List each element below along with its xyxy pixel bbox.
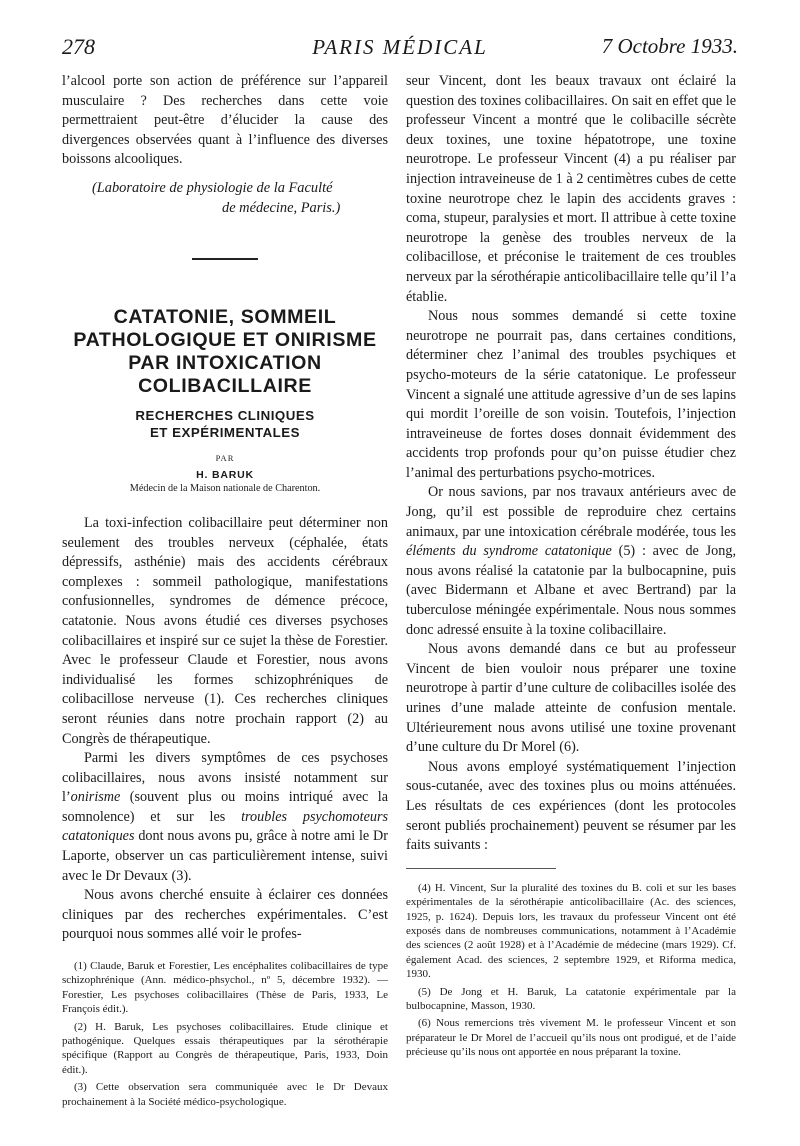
page-number: 278 — [62, 34, 95, 59]
left-column — [62, 72, 388, 1112]
body-paragraph-3: Nous avons cherché ensuite à éclairer ces données cliniques par des recherches expérimentales. C’est pourquoi nous sommes allé voir le profes- — [62, 887, 388, 943]
body-paragraph-4: seur Vincent, dont les beaux travaux ont éclairé la question des toxines colibacillaires. On sait en effet que le professeur Vincent a montré que le colibacille sécrète deux toxines, une toxine hépatotrope, une toxine neurotrope. Le professeur Vincent (4) a pu réaliser par injection intraveineuse de 1 à 2 centimètres cubes de cette toxine neurotrope chez le lapin des accidents graves : coma, stupeur, paralysies et mort. Il attribue à cette toxine neurotrope la genèse des troubles nerveux de la colibacillose, et préconise le traitement de ces troubles nerveux par la sérothérapie anticolibacillaire telle qu’il l’a établie. — [406, 73, 736, 305]
article-title-block — [62, 306, 388, 494]
italic-run: éléments du syndrome catatonique — [406, 543, 612, 560]
subtitle-line-2: ET EXPÉRIMENTALES — [149, 424, 301, 440]
body-paragraph-8: Nous avons employé systématiquement l’injection sous-cutanée, avec des toxines plus ou moins atténuées. Les résultats de ces expériences (dont les protocoles seront publiés prochainement) peuvent se résumer par les faits suivants : — [406, 758, 736, 854]
italic-run: troubles psychomoteurs catatoniques — [62, 808, 388, 845]
footnote-1: (1) Claude, Baruk et Forestier, Les encéphalites colibacillaires de type schizophrénique (Ann. médico-phsychol., nº 5, décembre 1932). — Forestier, Les psychoses colibacillaires (Thèse de Paris, 1933, Le François édit.). — [62, 960, 388, 1016]
footnote-3: (3) Cette observation sera communiquée avec le Dr Devaux prochainement à la Société médico-psychologique. — [62, 1081, 388, 1108]
body-paragraph-7: Nous avons demandé dans ce but au professeur Vincent de bien vouloir nous préparer une toxine neurotrope à partir d’une culture de colibacilles isolée des urines d’une malade atteinte de confusion mentale. Ultérieurement nous avons utilisé une toxine provenant d’une culture du Dr Morel (6). — [406, 641, 736, 756]
body-paragraph-2 — [62, 749, 388, 886]
text-run: (souvent plus ou moins intriqué avec la somnolence) et sur les — [62, 789, 388, 825]
footnote-5: (5) De Jong et H. Baruk, La catatonie expérimentale par la bulbocapnine, Masson, 1930. — [406, 985, 736, 1012]
text-run: (5) : avec de Jong, nous avons réalisé la catatonie par la bulbocapnine, puis (avec Bidermann et Albane et avec Bertrand) par la tuberculose méningée expérimentale. Nous nous sommes donc adressé ensuite à la toxine colibacillaire. — [406, 543, 736, 638]
byline-par: PAR — [215, 452, 235, 463]
title-line-2: PATHOLOGIQUE ET ONIRISME — [73, 328, 377, 351]
body-paragraph-1: La toxi-infection colibacillaire peut déterminer non seulement des troubles nerveux (céphalée, états dépressifs, asthénie) mais des accidents cérébraux complexes : sommeil pathologique, manifestations confusionnelles, syndromes de démence précoce, catatonie. Nous avons étudié ces diverses psychoses colibacillaires et inspiré sur ce sujet la thèse de Forestier. Avec le professeur Claude et Forestier, nous avons individualisé les formes schizophréniques de colibacillose nerveuse (1). Ces recherches cliniques seront réunies dans notre prochain rapport (2) au Congrès de thérapeutique. — [62, 514, 388, 747]
author-name: H. BARUK — [196, 468, 254, 481]
text-run: dont nous avons pu, grâce à notre ami le Dr Laporte, observer un cas particulièrement intense, suivi avec le Dr Devaux (3). — [62, 828, 388, 884]
body-paragraph-5: Nous nous sommes demandé si cette toxine neurotrope ne pourrait pas, dans certaines conditions, déterminer chez l’animal des troubles psychiques et psycho-moteurs de la série catatonique. Le professeur Vincent a signalé une attitude agressive d’un de ses lapins qui mordit l’oreille de son voisin. Toutefois, l’injection intraveineuse de fortes doses donnait évidemment des accidents trop profonds pour qu’on puisse étudier chez l’animal des perturbations psycho-motrices. — [406, 308, 736, 481]
right-column — [406, 72, 736, 1063]
body-paragraph-6 — [406, 483, 736, 640]
italic-run: onirisme — [70, 789, 121, 806]
footnote-6: (6) Nous remercions très vivement M. le professeur Vincent et son préparateur le Dr Morel de l’accueil qu’ils nous ont prodigué, et de l’aide précieuse qu’ils nous ont apportée en nous préparant la toxine. — [406, 1017, 736, 1059]
previous-article-affiliation — [62, 178, 388, 218]
title-line-3: PAR INTOXICATION — [128, 351, 322, 374]
footnote-4: (4) H. Vincent, Sur la pluralité des toxines du B. coli et sur les bases expérimentales de la sérothérapie anticolibacillaire (Ac. des sciences, 1925, p. 1624). Depuis lors, les travaux du professeur Vincent ont été exposés dans de nombreuses communications, notamment à l’Académie des sciences (2 août 1928) et à l’Académie de médecine (mars 1929). Cf. également Acad. des sciences, 2 septembre 1929, et Riforma medica, 1930. — [406, 881, 736, 981]
footnotes-right — [406, 881, 736, 1060]
running-head — [62, 34, 738, 66]
footnotes-left — [62, 959, 388, 1109]
footnote-2: (2) H. Baruk, Les psychoses colibacillaires. Etude clinique et pathogénique. Quelques essais thérapeutiques par la sérothérapie spécifique (Rapport au Congrès de thérapeutique, Paris, 1933, Doin édit.). — [62, 1020, 388, 1076]
article-subtitle — [62, 407, 388, 441]
subtitle-line-1: RECHERCHES CLINIQUES — [135, 407, 315, 423]
article-divider — [192, 258, 258, 260]
author-affiliation: Médecin de la Maison nationale de Charenton. — [129, 482, 321, 494]
text-run: Parmi les divers symptômes de ces psychoses colibacillaires, nous avons insisté notamment sur l’ — [62, 750, 388, 806]
title-line-4: COLIBACILLAIRE — [138, 374, 312, 397]
affiliation-line-1: (Laboratoire de physiologie de la Faculté — [92, 179, 333, 196]
text-run: Or nous savions, par nos travaux antérieurs avec de Jong, qu’il est possible de reproduire chez certains animaux, par une intoxication cérébrale modérée, tous les — [406, 484, 736, 540]
footnote-separator — [406, 868, 556, 869]
affiliation-line-2: de médecine, Paris.) — [222, 199, 341, 216]
issue-date: 7 Octobre 1933. — [601, 34, 738, 58]
article-title — [62, 306, 388, 398]
title-line-1: CATATONIE, SOMMEIL — [113, 305, 337, 328]
previous-article-ending: l’alcool porte son action de préférence sur l’appareil musculaire ? Des recherches dans cette voie permettraient peut-être d’élucider la cause des divergences observées quant à l’influence des diverses boissons alcooliques. — [62, 73, 388, 168]
journal-title: PARIS MÉDICAL — [312, 35, 488, 59]
